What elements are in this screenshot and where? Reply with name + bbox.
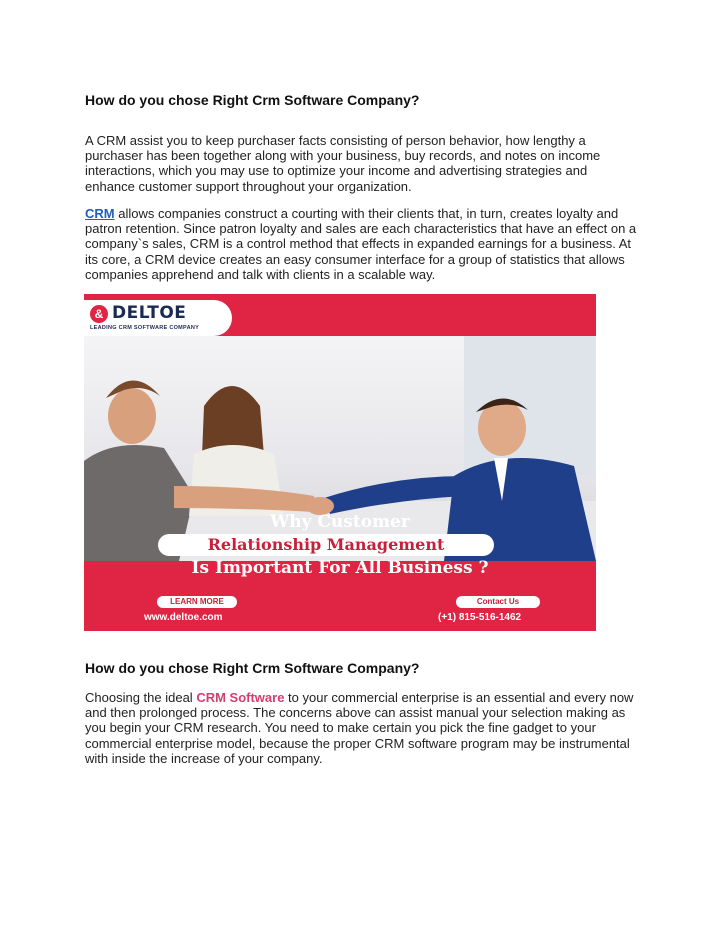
text-line: you begin your CRM research. You need to make certain you pick the fine gadget to your <box>85 720 596 736</box>
text-line: A CRM assist you to keep purchaser facts consisting of person behavior, how lengthy a <box>85 133 586 148</box>
crm-software-link[interactable]: CRM Software <box>196 690 285 705</box>
text-line: interactions, which you may use to optimize your income and advertising strategies and <box>85 163 588 179</box>
section-heading-2: How do you chose Right Crm Software Company? <box>85 660 420 676</box>
banner-title-line-3: Is Important For All Business ? <box>191 558 489 578</box>
banner-website: www.deltoe.com <box>144 612 223 623</box>
text-line: its core, a CRM device creates an easy consumer interface for a group of statistics that allows <box>85 251 625 267</box>
text-line <box>85 690 640 705</box>
deltoe-logo <box>84 300 232 336</box>
crm-link[interactable]: CRM <box>85 206 115 221</box>
logo-tagline: LEADING CRM SOFTWARE COMPANY <box>90 325 200 331</box>
deltoe-logo-icon: & <box>90 305 108 323</box>
learn-more-button: LEARN MORE <box>157 596 237 608</box>
banner-title-line-2: Relationship Management <box>207 535 445 554</box>
crm-banner-image <box>84 294 596 631</box>
text-line: with inside the increase of your company. <box>85 750 323 766</box>
text-line: commercial enterprise model, because the proper CRM software program may be instrumental <box>85 735 630 751</box>
paragraph-2 <box>85 206 640 282</box>
text-span: allows companies construct a courting with their clients that, in turn, creates loyalty and <box>114 206 619 221</box>
text-line: companies apprehend and talk with clients in a scalable way. <box>85 266 436 282</box>
text-line: enhance customer support throughout your organization. <box>85 178 412 194</box>
banner-phone: (+1) 815-516-1462 <box>438 612 522 623</box>
section-heading-1: How do you chose Right Crm Software Company? <box>85 92 420 108</box>
contact-us-button: Contact Us <box>456 596 540 608</box>
paragraph-3 <box>85 690 640 766</box>
text-line: company`s sales, CRM is a control method that effects in expanded earnings for a business. At <box>85 236 632 252</box>
text-line: purchaser has been together along with your business, buy records, and notes on income <box>85 148 601 164</box>
text-line: and then prolonged process. The concerns above can assist manual your selection making as <box>85 705 626 721</box>
text-span: Choosing the ideal <box>85 690 197 705</box>
text-line <box>85 206 640 221</box>
banner-title-line-1: Why Customer <box>270 512 410 532</box>
text-line: patron retention. Since patron loyalty and sales are each characteristics that have an effect on a <box>85 221 637 237</box>
paragraph-1 <box>85 133 640 194</box>
logo-wordmark: DELTOE <box>112 303 187 323</box>
banner-title-pill <box>158 534 494 556</box>
text-span: to your commercial enterprise is an essential and every now <box>284 690 634 705</box>
